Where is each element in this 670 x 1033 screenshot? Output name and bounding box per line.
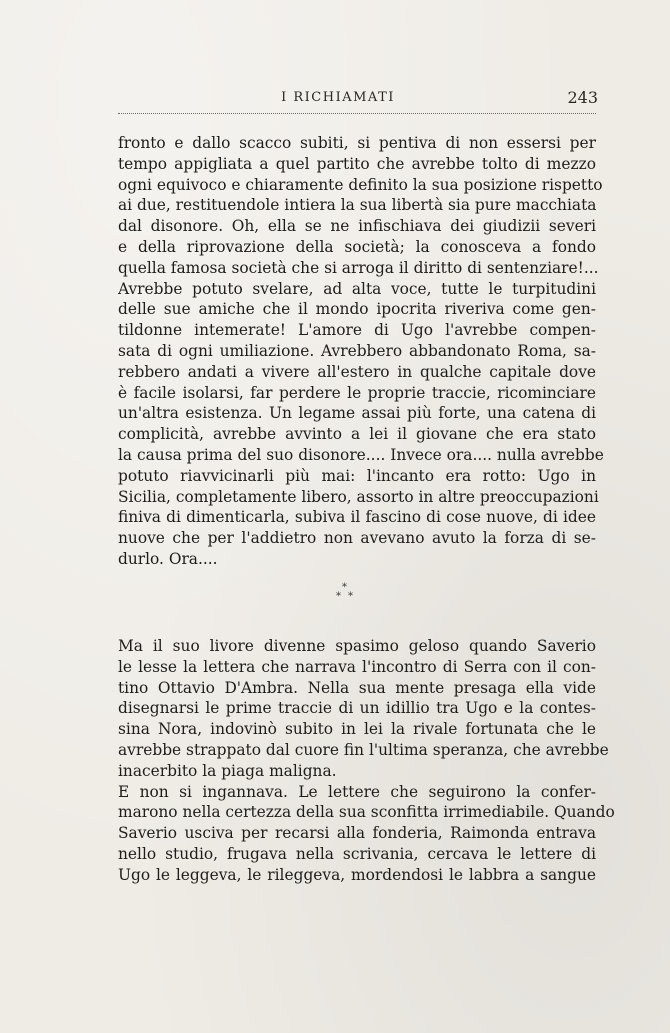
text-line: tildonne intemerate! L'amore di Ugo l'avrebbe compen- xyxy=(118,321,596,340)
text-line: Avrebbe potuto svelare, ad alta voce, tutte le turpitudini xyxy=(118,279,596,298)
text-line: Ugo le leggeva, le rileggeva, mordendosi le labbra a sangue xyxy=(118,865,596,884)
text-line: E non si ingannava. Le lettere che seguirono la confer- xyxy=(118,782,596,801)
text-line: sata di ogni umiliazione. Avrebbero abbandonato Roma, sa- xyxy=(118,341,596,360)
paragraph-new-section xyxy=(118,636,615,886)
text-line: avrebbe strappato dal cuore fin l'ultima speranza, che avrebbe xyxy=(118,740,609,759)
text-line: potuto riavvicinarli più mai: l'incanto era rotto: Ugo in xyxy=(118,466,596,485)
text-line: delle sue amiche che il mondo ipocrita riveriva come gen- xyxy=(118,300,596,319)
asterisk: * xyxy=(336,591,341,602)
text-line: nuove che per l'addietro non avevano avuto la forza di se- xyxy=(118,529,596,548)
text-line: fronto e dallo scacco subiti, si pentiva di non essersi per xyxy=(118,134,596,152)
text-line: quella famosa società che si arroga il diritto di sentenziare!... xyxy=(118,258,599,277)
text-line: Ma il suo livore divenne spasimo geloso quando Saverio xyxy=(118,637,596,655)
running-title: I RICHIAMATI xyxy=(281,90,395,105)
text-line: marono nella certezza della sua sconfitta irrimediabile. Quando xyxy=(118,803,615,822)
running-head xyxy=(118,90,598,112)
header-rule xyxy=(118,113,596,114)
text-line: inacerbito la piaga maligna. xyxy=(118,761,337,780)
text-line: complicità, avrebbe avvinto a lei il giovane che era stato xyxy=(118,425,596,444)
text-line: è facile isolarsi, far perdere le proprie traccie, ricominciare xyxy=(118,383,596,402)
text-line: la causa prima del suo disonore.... Invece ora.... nulla avrebbe xyxy=(118,445,604,464)
section-break-asterism xyxy=(330,582,370,606)
text-line: dal disonore. Oh, ella se ne infischiava dei giudizii severi xyxy=(118,217,596,236)
text-line: rebbero andati a vivere all'estero in qualche capitale dove xyxy=(118,362,596,381)
text-line: tempo appigliata a quel partito che avrebbe tolto di mezzo xyxy=(118,154,596,173)
text-line: un'altra esistenza. Un legame assai più forte, una catena di xyxy=(118,404,596,423)
text-line: Sicilia, completamente libero, assorto in altre preoccupazioni xyxy=(118,487,599,506)
text-line: Saverio usciva per recarsi alla fonderia, Raimonda entrava xyxy=(118,824,596,843)
text-line: ai due, restituendole intiera la sua libertà sia pure macchiata xyxy=(118,196,597,215)
text-line: tino Ottavio D'Ambra. Nella sua mente presaga ella vide xyxy=(118,678,596,697)
text-line: nello studio, frugava nella scrivania, cercava le lettere di xyxy=(118,844,596,863)
text-line: disegnarsi le prime traccie di un idillio tra Ugo e la contes- xyxy=(118,699,596,718)
text-line: finiva di dimenticarla, subiva il fascino di cose nuove, di idee xyxy=(118,508,596,527)
page-number: 243 xyxy=(567,88,598,107)
text-line: e della riprovazione della società; la conosceva a fondo xyxy=(118,237,596,256)
asterisk: * xyxy=(342,582,347,593)
text-line: ogni equivoco e chiaramente definito la sua posizione rispetto xyxy=(118,175,603,194)
text-line: sina Nora, indovinò subito in lei la rivale fortunata che le xyxy=(118,720,596,739)
asterisk: * xyxy=(348,591,353,602)
text-line: durlo. Ora.... xyxy=(118,549,218,568)
text-line: le lesse la lettera che narrava l'incontro di Serra con il con- xyxy=(118,657,596,676)
paragraph-continued xyxy=(118,133,604,570)
